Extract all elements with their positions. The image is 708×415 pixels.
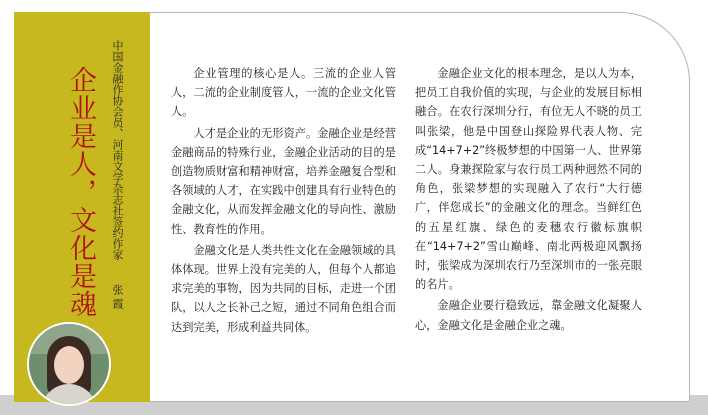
author-name: 张霞	[111, 284, 124, 312]
article-column-1	[171, 64, 396, 339]
paragraph: 人才是企业的无形资产。金融企业是经营金融商品的特殊行业，金融企业活动的目的是创造物质财富和精神财富，培养金融复合型和各领域的人才，在实践中创建具有行业特色的金融文化，从而发挥金融文化的导向性、激励性、教育性的作用。	[171, 126, 396, 236]
article-title: 企业是人，文化是魂	[65, 66, 96, 318]
paragraph: 企业管理的核心是人。三流的企业人管人，二流的企业制度管人，一流的企业文化管人。	[171, 67, 396, 119]
paragraph: 金融企业要行稳致远，靠金融文化凝聚人心，金融文化是金融企业之魂。	[415, 299, 642, 332]
paragraph: 金融企业文化的根本理念，是以人为本，把员工自我价值的实现，与企业的发展目标相融合。在农行深圳分行，有位无人不晓的员工叫张梁，他是中国登山探险界代表人物、完成“14+7+2”终极梦想的中国第一人、世界第二人。身兼探险家与农行员工两种迥然不同的角色，张梁梦想的实现融入了农行“大行德广，伴您成长”的金融文化的理念。当鲜红色的五星红旗、绿色的麦穗农行徽标旗帜在“14+7+2”雪山巅峰、南北两极迎风飘扬时，张梁成为深圳农行乃至深圳市的一张亮眼的名片。	[415, 67, 642, 292]
article-column-2	[415, 64, 642, 337]
author-byline	[106, 40, 128, 312]
author-photo	[27, 322, 111, 406]
paragraph: 金融文化是人类共性文化在金融领域的具体体现。世界上没有完美的人，但每个人都追求完美的事物，因为共同的目标，走进一个团队，以人之长补己之短，通过不同角色组合而达到完美，形成利益共同体。	[171, 243, 396, 334]
author-credentials: 中国金融作协会员、河南文学杂志社签约作家	[111, 40, 124, 260]
